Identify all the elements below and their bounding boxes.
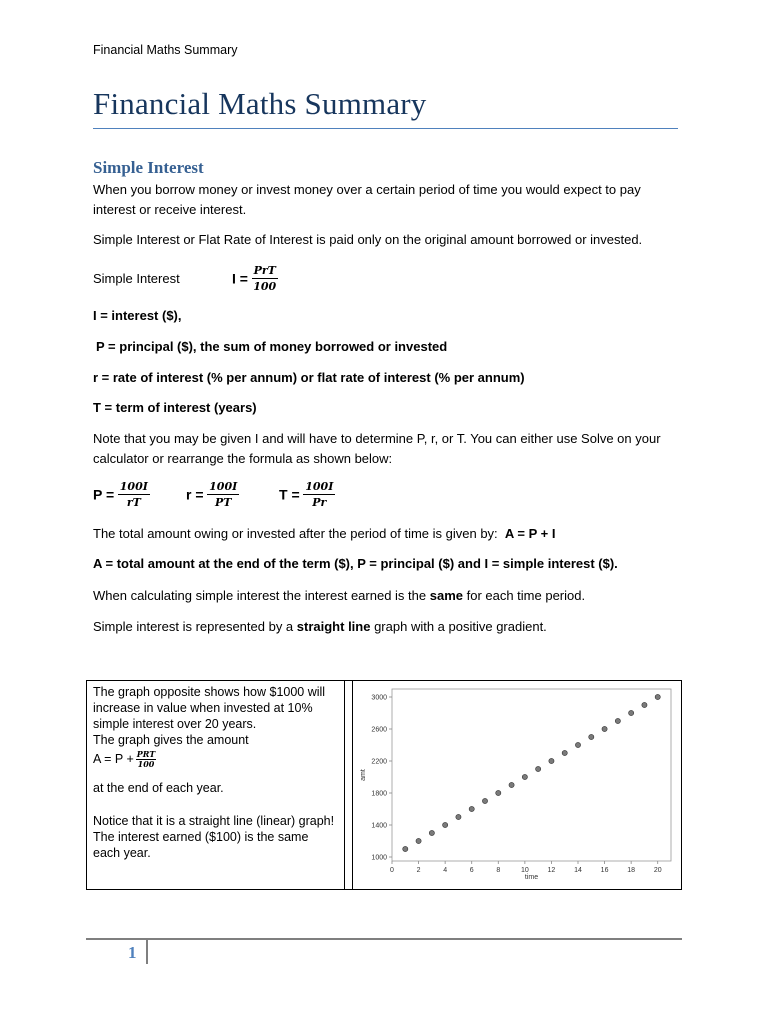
data-point: [496, 790, 501, 795]
x-tick-label: 20: [653, 867, 662, 874]
data-point: [602, 726, 607, 731]
data-point: [642, 702, 647, 707]
same-interest-text: [93, 586, 678, 606]
formula-numerator: PrT: [253, 264, 276, 277]
footer-rule: [86, 938, 682, 940]
title-underline: [93, 128, 678, 129]
x-tick-label: 6: [469, 867, 474, 874]
x-tick-label: 14: [574, 867, 582, 874]
data-point: [469, 806, 474, 811]
rearrange-note: Note that you may be given I and will have to determine P, r, or T. You can either use Solve on your calculator or rearrange the formula as shown below:: [93, 431, 661, 466]
y-tick-label: 3000: [371, 694, 387, 702]
definition-rate: r = rate of interest (% per annum) or flat rate of interest (% per annum): [93, 370, 525, 385]
example-box: [86, 680, 682, 890]
formula-r-num: 100I: [209, 480, 238, 493]
page-number-bar: [146, 940, 148, 964]
data-point: [615, 718, 620, 723]
x-tick-label: 12: [547, 867, 556, 874]
example-end-year: at the end of each year.: [93, 781, 224, 795]
y-tick-label: 1800: [371, 790, 387, 798]
x-tick-label: 4: [443, 867, 448, 874]
total-amount-formula: A = P + I: [504, 526, 556, 541]
y-axis-label: amt: [360, 769, 367, 781]
y-tick-label: 1000: [371, 854, 387, 862]
page-number: 1: [128, 943, 137, 962]
line-post: graph with a positive gradient.: [370, 619, 547, 634]
x-tick-label: 2: [416, 867, 421, 874]
data-point: [403, 846, 408, 851]
x-tick-label: 0: [390, 867, 394, 874]
straight-line-text: [93, 617, 678, 637]
data-point: [549, 758, 554, 763]
same-post: for each time period.: [462, 588, 586, 603]
data-point: [536, 766, 541, 771]
y-tick-label: 1400: [371, 822, 387, 830]
definition-interest: I = interest ($),: [93, 308, 182, 323]
formula-t-lhs: T =: [279, 486, 300, 503]
total-amount-text: [93, 524, 678, 544]
example-intro: The graph opposite shows how $1000 will increase in value when invested at 10% simple interest over 20 years.: [93, 685, 326, 731]
data-point: [482, 798, 487, 803]
formula-lhs: I =: [232, 270, 248, 287]
data-point: [443, 822, 448, 827]
running-header: Financial Maths Summary: [93, 43, 238, 57]
formula-r: [186, 480, 239, 509]
example-interest-note: The interest earned ($100) is the same each year.: [93, 830, 309, 860]
definition-principal: P = principal ($), the sum of money borrowed or invested: [96, 339, 448, 354]
example-formula-lhs: A = P +: [93, 752, 134, 766]
formula-p-lhs: P =: [93, 486, 115, 503]
example-amount-line: The graph gives the amount: [93, 733, 249, 747]
formula-r-lhs: r =: [186, 486, 204, 503]
intro-paragraph-1: When you borrow money or invest money over a certain period of time you would expect to pay interest or receive interest.: [93, 182, 641, 217]
example-formula-den: 100: [137, 758, 155, 769]
x-tick-label: 10: [520, 867, 529, 874]
formula-p: [93, 480, 150, 509]
data-point: [509, 782, 514, 787]
x-tick-label: 18: [627, 867, 636, 874]
same-bold: same: [429, 588, 463, 603]
total-amount-lead: The total amount owing or invested after the period of time is given by:: [93, 526, 498, 541]
data-point: [589, 734, 594, 739]
simple-interest-chart: [353, 681, 679, 889]
y-tick-label: 2600: [371, 726, 387, 734]
example-linear-note: Notice that it is a straight line (linear) graph!: [93, 814, 335, 828]
x-tick-label: 16: [600, 867, 609, 874]
data-point: [522, 774, 527, 779]
graph-panel: [353, 681, 681, 889]
formula-denominator: 100: [253, 280, 277, 293]
line-bold: straight line: [296, 619, 371, 634]
formula-t: [279, 480, 335, 509]
formula-t-den: Pr: [312, 496, 327, 509]
simple-interest-formula: [93, 262, 678, 296]
page-title: Financial Maths Summary: [93, 86, 427, 121]
definition-term: T = term of interest (years): [93, 400, 257, 415]
section-heading: Simple Interest: [93, 158, 204, 177]
example-formula: [93, 748, 338, 770]
same-pre: When calculating simple interest the interest earned is the: [93, 588, 430, 603]
data-point: [429, 830, 434, 835]
line-pre: Simple interest is represented by a: [93, 619, 297, 634]
example-formula-num: PRT: [136, 748, 156, 759]
formula-p-num: 100I: [119, 480, 148, 493]
y-tick-label: 2200: [371, 758, 387, 766]
data-point: [655, 694, 660, 699]
rearranged-formulas: [93, 480, 678, 514]
formula-p-den: rT: [126, 496, 141, 509]
formula-r-den: PT: [214, 496, 232, 509]
data-point: [416, 838, 421, 843]
data-point: [575, 742, 580, 747]
formula-label: Simple Interest: [93, 271, 180, 286]
intro-paragraph-2: Simple Interest or Flat Rate of Interest is paid only on the original amount borrowed or invested.: [93, 232, 643, 247]
total-amount-definition: A = total amount at the end of the term ($), P = principal ($) and I = simple interest ($).: [93, 556, 618, 571]
data-point: [629, 710, 634, 715]
formula-t-num: 100I: [305, 480, 334, 493]
data-point: [562, 750, 567, 755]
x-axis-label: time: [524, 874, 539, 881]
formula-fraction: [252, 264, 278, 293]
data-point: [456, 814, 461, 819]
x-tick-label: 8: [496, 867, 501, 874]
example-description: [87, 681, 345, 889]
